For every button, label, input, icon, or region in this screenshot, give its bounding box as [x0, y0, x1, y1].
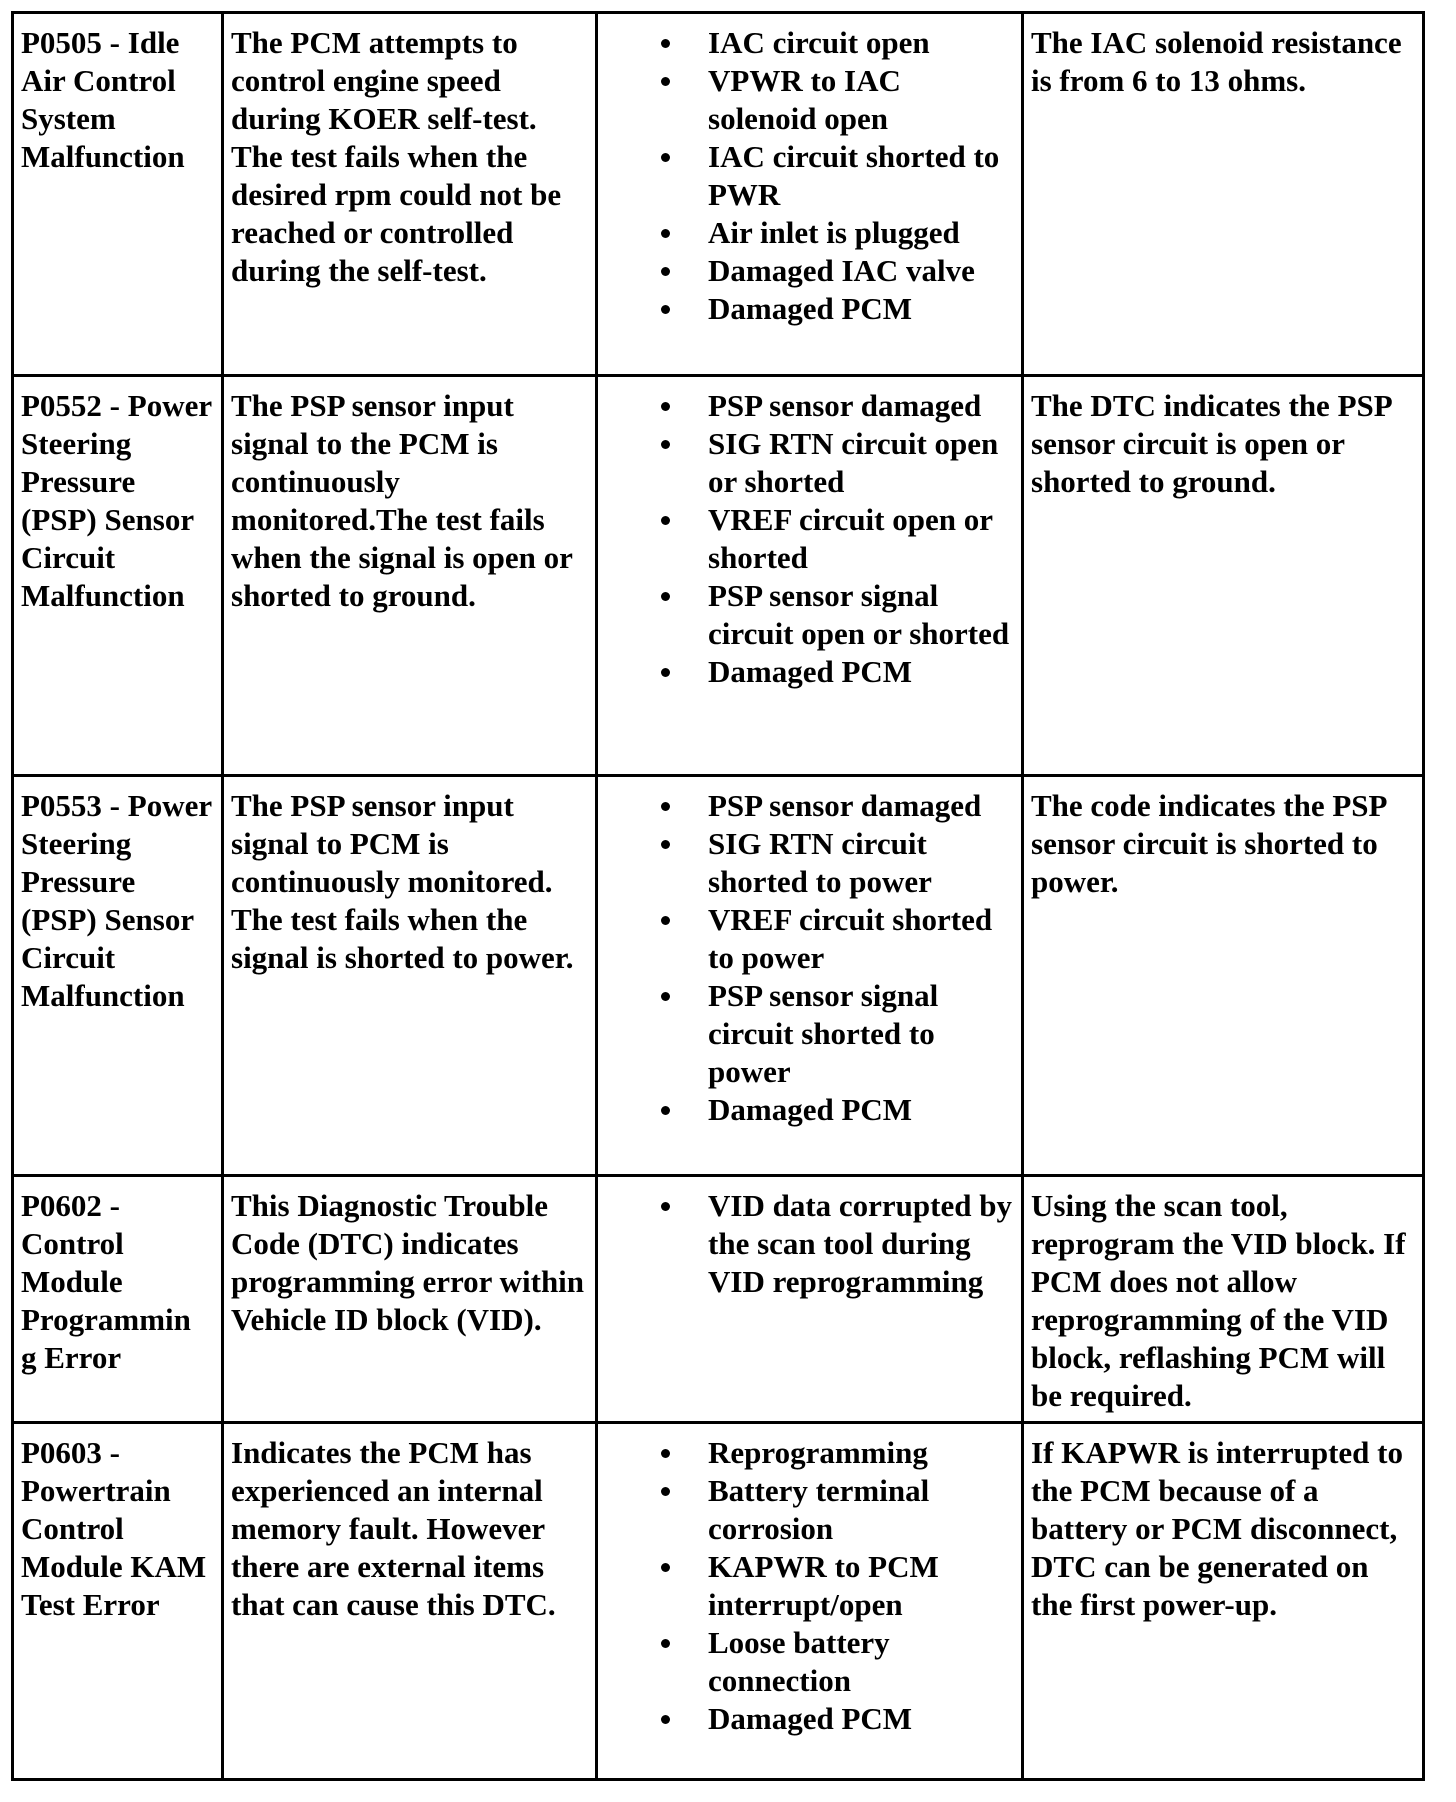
cause-text: Damaged PCM	[708, 1701, 913, 1736]
cause-text: KAPWR to PCM interrupt/open	[708, 1549, 939, 1622]
cause-text: VPWR to IAC solenoid open	[708, 63, 901, 136]
notes-cell: The code indicates the PSP sensor circuit is shorted to power.	[1023, 776, 1424, 1176]
cause-text: Loose battery connection	[708, 1625, 890, 1698]
notes-cell: If KAPWR is interrupted to the PCM because of a battery or PCM disconnect, DTC can be generated on the first power-up.	[1023, 1423, 1424, 1780]
cause-text: Damaged PCM	[708, 291, 913, 326]
notes-cell: The IAC solenoid resistance is from 6 to 13 ohms.	[1023, 13, 1424, 376]
cause-text: PSP sensor damaged	[708, 788, 982, 823]
causes-cell	[597, 1176, 1023, 1423]
code-cell: P0552 - Power Steering Pressure (PSP) Sensor Circuit Malfunction	[13, 376, 223, 776]
list-item	[661, 977, 1014, 1091]
causes-list	[605, 787, 1014, 1129]
description-cell: The PSP sensor input signal to the PCM is continuously monitored.The test fails when the signal is open or shorted to ground.	[223, 376, 597, 776]
list-item	[661, 425, 1014, 501]
list-item	[661, 1187, 1014, 1301]
table-row	[13, 376, 1424, 776]
bullet-icon	[661, 1487, 670, 1496]
cause-text: VREF circuit shorted to power	[708, 902, 993, 975]
cause-text: IAC circuit open	[708, 25, 930, 60]
code-cell: P0553 - Power Steering Pressure (PSP) Sensor Circuit Malfunction	[13, 776, 223, 1176]
cause-text: VREF circuit open or shorted	[708, 502, 993, 575]
list-item	[661, 214, 1014, 252]
list-item	[661, 290, 1014, 328]
bullet-icon	[661, 440, 670, 449]
bullet-icon	[661, 916, 670, 925]
list-item	[661, 901, 1014, 977]
causes-cell	[597, 376, 1023, 776]
table-row	[13, 1176, 1424, 1423]
bullet-icon	[661, 77, 670, 86]
bullet-icon	[661, 992, 670, 1001]
bullet-icon	[661, 229, 670, 238]
table-row	[13, 1423, 1424, 1780]
cause-text: Battery terminal corrosion	[708, 1473, 930, 1546]
cause-text: SIG RTN circuit open or shorted	[708, 426, 999, 499]
list-item	[661, 1434, 1014, 1472]
bullet-icon	[661, 802, 670, 811]
bullet-icon	[661, 1715, 670, 1724]
list-item	[661, 577, 1014, 653]
bullet-icon	[661, 592, 670, 601]
description-cell: Indicates the PCM has experienced an internal memory fault. However there are external items that can cause this DTC.	[223, 1423, 597, 1780]
code-cell: P0505 - Idle Air Control System Malfunction	[13, 13, 223, 376]
bullet-icon	[661, 516, 670, 525]
causes-list	[605, 387, 1014, 691]
causes-list	[605, 1434, 1014, 1738]
cause-text: PSP sensor damaged	[708, 388, 982, 423]
table-row	[13, 776, 1424, 1176]
bullet-icon	[661, 402, 670, 411]
bullet-icon	[661, 840, 670, 849]
causes-cell	[597, 776, 1023, 1176]
list-item	[661, 252, 1014, 290]
list-item	[661, 1700, 1014, 1738]
cause-text: Damaged IAC valve	[708, 253, 975, 288]
list-item	[661, 387, 1014, 425]
bullet-icon	[661, 1563, 670, 1572]
list-item	[661, 787, 1014, 825]
causes-cell	[597, 1423, 1023, 1780]
description-cell: The PCM attempts to control engine speed during KOER self-test. The test fails when the desired rpm could not be reached or controlled during the self-test.	[223, 13, 597, 376]
code-cell: P0603 - Powertrain Control Module KAM Test Error	[13, 1423, 223, 1780]
description-cell: The PSP sensor input signal to PCM is continuously monitored. The test fails when the signal is shorted to power.	[223, 776, 597, 1176]
description-cell: This Diagnostic Trouble Code (DTC) indicates programming error within Vehicle ID block (VID).	[223, 1176, 597, 1423]
list-item	[661, 1091, 1014, 1129]
bullet-icon	[661, 39, 670, 48]
cause-text: Damaged PCM	[708, 654, 913, 689]
bullet-icon	[661, 1202, 670, 1211]
causes-cell	[597, 13, 1023, 376]
bullet-icon	[661, 1106, 670, 1115]
notes-cell: The DTC indicates the PSP sensor circuit is open or shorted to ground.	[1023, 376, 1424, 776]
cause-text: Air inlet is plugged	[708, 215, 960, 250]
cause-text: VID data corrupted by the scan tool during VID reprogramming	[708, 1188, 1012, 1299]
list-item	[661, 138, 1014, 214]
cause-text: SIG RTN circuit shorted to power	[708, 826, 932, 899]
bullet-icon	[661, 1639, 670, 1648]
bullet-icon	[661, 153, 670, 162]
list-item	[661, 62, 1014, 138]
cause-text: PSP sensor signal circuit shorted to power	[708, 978, 939, 1089]
bullet-icon	[661, 267, 670, 276]
code-cell: P0602 - Control Module Programmin g Error	[13, 1176, 223, 1423]
cause-text: Reprogramming	[708, 1435, 928, 1470]
list-item	[661, 501, 1014, 577]
cause-text: Damaged PCM	[708, 1092, 913, 1127]
causes-list	[605, 24, 1014, 328]
list-item	[661, 1472, 1014, 1548]
bullet-icon	[661, 305, 670, 314]
list-item	[661, 653, 1014, 691]
list-item	[661, 24, 1014, 62]
cause-text: PSP sensor signal circuit open or shorted	[708, 578, 1010, 651]
list-item	[661, 1624, 1014, 1700]
causes-list	[605, 1187, 1014, 1301]
bullet-icon	[661, 668, 670, 677]
dtc-table	[11, 11, 1425, 1781]
table-row	[13, 13, 1424, 376]
list-item	[661, 825, 1014, 901]
list-item	[661, 1548, 1014, 1624]
cause-text: IAC circuit shorted to PWR	[708, 139, 1000, 212]
notes-cell: Using the scan tool, reprogram the VID block. If PCM does not allow reprogramming of the VID block, reflashing PCM will be required.	[1023, 1176, 1424, 1423]
bullet-icon	[661, 1449, 670, 1458]
